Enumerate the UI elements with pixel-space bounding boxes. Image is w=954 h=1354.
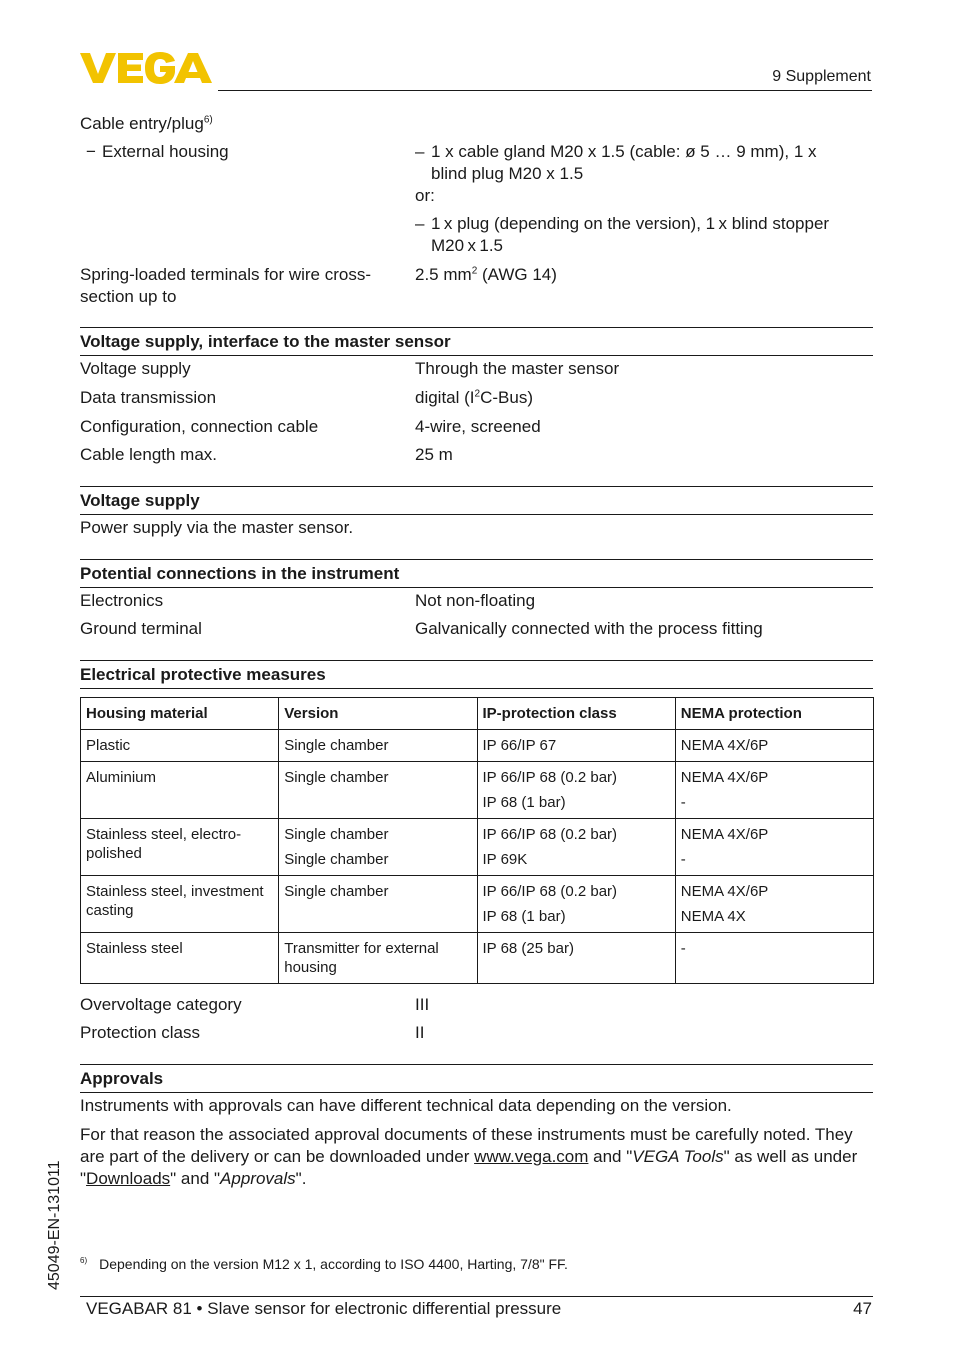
row-label: Voltage supply <box>80 359 191 378</box>
row-value: 25 m <box>415 445 453 464</box>
row-label: Configuration, connection cable <box>80 417 319 436</box>
footnote: $^{6)}$ Depending on the version M12 x 1, according to ISO 4400, Harting, 7/8" FF. <box>80 1256 568 1272</box>
section-rule-top <box>80 660 873 661</box>
row-value: Through the master sensor <box>415 359 620 378</box>
voltage-supply-text: Power supply via the master sensor. <box>80 518 354 537</box>
row-label: Cable length max. <box>80 445 218 464</box>
cell-ip: IP 66/IP 68 (0.2 bar) IP 68 (1 bar) <box>477 876 675 933</box>
document-code: 45049-EN-131011 <box>46 1160 63 1290</box>
row-label: Electronics <box>80 591 164 610</box>
cell-version: Transmitter for external housing <box>279 933 477 984</box>
downloads-link[interactable]: Downloads <box>86 1169 171 1188</box>
section-title-protective: Electrical protective measures <box>80 665 326 684</box>
cell-ip: IP 66/IP 67 <box>477 730 675 762</box>
cable-entry-label: Cable entry/plug$^{6)}$ <box>80 114 213 133</box>
terminals-value: 2.5 $mm^2$ (AWG 14) <box>415 265 557 284</box>
overvoltage-value: III <box>415 995 430 1014</box>
row-value: digital $(I^2C-Bus)$ <box>415 388 533 407</box>
row-value: Galvanically connected with the process fitting <box>415 619 763 638</box>
row-value: 4-wire, screened <box>415 417 541 436</box>
cell-material: Plastic <box>81 730 279 762</box>
row-label: Ground terminal <box>80 619 202 638</box>
protection-table <box>80 697 874 984</box>
section-rule-bottom <box>80 587 873 588</box>
cell-version: Single chamber Single chamber <box>279 819 477 876</box>
section-title-approvals: Approvals <box>80 1069 164 1088</box>
cell-ip: IP 66/IP 68 (0.2 bar) IP 68 (1 bar) <box>477 762 675 819</box>
footer-title: VEGABAR 81 • Slave sensor for electronic differential pressure <box>86 1299 562 1318</box>
overvoltage-label: Overvoltage category <box>80 995 242 1014</box>
cell-nema: - <box>675 933 873 984</box>
row-value: Not non-floating <box>415 591 536 610</box>
table-row <box>81 933 874 984</box>
cable-option-2: – 1 x plug (depending on the version), 1 x blind stopper M20 x 1.5 <box>415 214 830 255</box>
external-housing-label: − External housing <box>86 142 229 161</box>
cell-version: Single chamber <box>279 730 477 762</box>
cell-ip: IP 66/IP 68 (0.2 bar) IP 69K <box>477 819 675 876</box>
cell-nema: NEMA 4X/6P <box>675 730 873 762</box>
cell-version: Single chamber <box>279 762 477 819</box>
section-rule-top <box>80 327 873 328</box>
section-title-interface: Voltage supply, interface to the master sensor <box>80 332 451 351</box>
cell-ip: IP 68 (25 bar) <box>477 933 675 984</box>
cell-material: Aluminium <box>81 762 279 819</box>
cell-nema: NEMA 4X/6P - <box>675 819 873 876</box>
table-row <box>81 730 874 762</box>
vega-site-link[interactable]: www.vega.com <box>474 1147 589 1166</box>
vega-logo <box>80 52 212 84</box>
column-header: IP-protection class <box>477 698 675 730</box>
column-header: Housing material <box>81 698 279 730</box>
section-rule-bottom <box>80 514 873 515</box>
footer-rule <box>80 1296 873 1297</box>
cell-nema: NEMA 4X/6P - <box>675 762 873 819</box>
approvals-para-2: For that reason the associated approval documents of these instruments must be carefully noted. They are part of the delivery or can be downloaded under www.vega.com and "VEGA Tools" as well as under "Downloads" and "Approvals". <box>80 1125 858 1188</box>
header-rule <box>218 90 872 91</box>
cell-version: Single chamber <box>279 876 477 933</box>
protection-class-label: Protection class <box>80 1023 200 1042</box>
column-header: NEMA protection <box>675 698 873 730</box>
section-rule-bottom <box>80 1092 873 1093</box>
section-title-potential: Potential connections in the instrument <box>80 564 400 583</box>
column-header: Version <box>279 698 477 730</box>
table-row <box>81 819 874 876</box>
cable-or: or: <box>415 186 435 205</box>
page-number: 47 <box>853 1299 872 1318</box>
cell-material: Stainless steel, investment casting <box>81 876 279 933</box>
section-rule-top <box>80 486 873 487</box>
section-title-voltage-supply: Voltage supply <box>80 491 200 510</box>
section-rule-bottom <box>80 355 873 356</box>
cell-material: Stainless steel, electro-polished <box>81 819 279 876</box>
header-section: 9 Supplement <box>772 68 871 85</box>
terminals-label: Spring-loaded terminals for wire cross- section up to <box>80 265 371 306</box>
cell-material: Stainless steel <box>81 933 279 984</box>
approvals-para-1: Instruments with approvals can have different technical data depending on the version. <box>80 1096 732 1115</box>
row-label: Data transmission <box>80 388 217 407</box>
cable-option-1: – 1 x cable gland M20 x 1.5 (cable: ø 5 … 9 mm), 1 x blind plug M20 x 1.5 <box>415 142 817 183</box>
footnote-ref: 6) <box>203 114 213 126</box>
section-rule-top <box>80 559 873 560</box>
table-row <box>81 876 874 933</box>
protection-class-value: II <box>415 1023 425 1042</box>
table-row <box>81 762 874 819</box>
section-rule-top <box>80 1064 873 1065</box>
section-rule-bottom <box>80 688 873 689</box>
table-header-row <box>81 698 874 730</box>
cell-nema: NEMA 4X/6P NEMA 4X <box>675 876 873 933</box>
